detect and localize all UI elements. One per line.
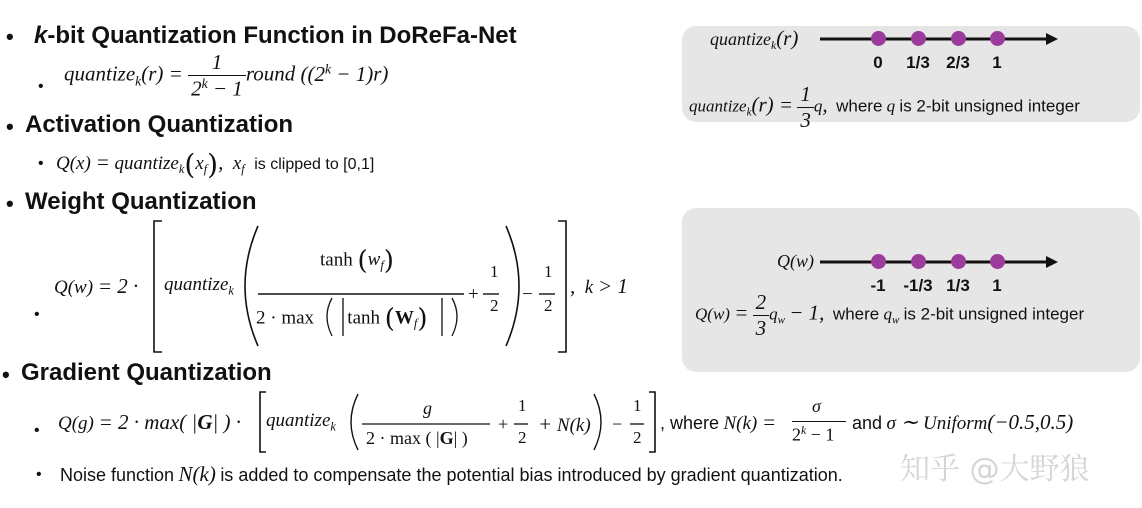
heading-kbit-text: -bit Quantization Function in DoReFa-Net	[47, 22, 517, 49]
level-dot	[911, 254, 926, 269]
panel-bottom-number-line	[820, 254, 1060, 270]
equation-weight-condition: , k > 1	[570, 274, 628, 298]
heading-activation-quantization: Activation Quantization	[25, 111, 294, 138]
panel-bottom-formula: Q(w) = $\frac{2}{3}$ $q_w - 1$, where $q_w$ is 2-bit unsigned integer	[695, 290, 1085, 340]
watermark-text: 知乎 @大野狼	[900, 452, 1090, 487]
heading-k-variable: k	[34, 22, 48, 49]
level-tick-label: 1	[992, 53, 1002, 72]
equation-gradient-denominator: 2 · max ( |G| )	[366, 428, 468, 448]
noise-function-note: Noise function N(k) is added to compensate the potential bias introduced by gradient quantization.	[60, 462, 843, 486]
equation-gradient-sigma: σ	[812, 396, 821, 416]
panel-top-number-line	[820, 31, 1060, 47]
bullet-marker: •	[36, 466, 42, 483]
noise-text-before: Noise function	[60, 465, 175, 485]
level-dot	[871, 31, 886, 46]
gradient-where-text: , where	[660, 413, 720, 433]
equation-weight-half2-den: 2	[544, 296, 553, 315]
bullet-marker: •	[34, 422, 40, 439]
level-dot	[871, 254, 886, 269]
heading-weight-quantization: Weight Quantization	[25, 188, 257, 215]
equation-gradient-half-den: 2	[518, 428, 527, 447]
bullet-marker: •	[6, 114, 14, 139]
equation-gradient-sigma-den: $2^k - 1$	[792, 424, 835, 445]
level-dot	[951, 31, 966, 46]
level-tick-label: 1/3	[946, 276, 970, 295]
bullet-marker: •	[2, 362, 10, 387]
noise-text-after: is added to compensate the potential bias introduced by gradient quantization.	[220, 465, 843, 485]
panel-top-formula: quantize$_k$(r) = $\frac{1}{3}$ q, where q is 2-bit unsigned integer	[689, 82, 1080, 132]
equation-weight-numerator: $\tanh (w_f)$	[320, 246, 394, 276]
equation-gradient-minus: −	[612, 414, 623, 434]
equation-weight-half-den: 2	[490, 296, 499, 315]
equation-weight-quantize: quantize$_k$	[164, 274, 234, 298]
panel-weight-levels	[682, 208, 1140, 372]
equation-weight-lhs: Q(w) = 2 ·	[54, 274, 139, 298]
equation-weight-half-num: 1	[490, 262, 499, 281]
panel-top-description: is 2-bit unsigned integer	[899, 96, 1080, 116]
bullet-marker: •	[38, 78, 44, 95]
equation-gradient-uniform: and σ ∼ Uniform(−0.5,0.5)	[852, 410, 1074, 434]
level-tick-label: 0	[873, 53, 883, 72]
equation-gradient-lhs: Q(g) = 2 · max( |G| ) ·	[58, 410, 242, 434]
panel-top-where: where	[836, 96, 883, 116]
level-tick-label: -1	[870, 276, 886, 295]
equation-gradient-quantize: quantize$_k$	[266, 410, 336, 434]
bullet-marker: •	[6, 24, 14, 49]
level-tick-label: 2/3	[946, 53, 970, 72]
bullet-marker: •	[34, 306, 40, 323]
activation-clip-text: is clipped to [0,1]	[254, 155, 375, 173]
panel-bottom-where: where	[832, 304, 880, 324]
equation-quantize-definition: quantize$_k$(r) = $\frac{1}{2^k - 1}$ round $((2^k - 1)r)$	[64, 50, 389, 101]
panel-bottom-description: is 2-bit unsigned integer	[903, 304, 1085, 324]
panel-activation-levels	[682, 26, 1140, 132]
level-dot	[990, 31, 1005, 46]
heading-gradient-quantization: Gradient Quantization	[21, 359, 272, 386]
equation-weight-plus: +	[468, 284, 479, 305]
level-tick-label: 1	[992, 276, 1002, 295]
equation-gradient-half-num: 1	[518, 396, 527, 415]
equation-weight-half2-num: 1	[544, 262, 553, 281]
equation-weight-denominator: 2 · max $\tanh (W_f)$	[256, 304, 428, 334]
bullet-marker: •	[6, 191, 14, 216]
equation-gradient-noise: + N(k)	[538, 412, 591, 436]
equation-gradient-half2-den: 2	[633, 428, 642, 447]
equation-gradient-fraction-bar	[792, 421, 846, 422]
equation-activation: $Q(x) = quantize_k(x_f)$, $x_f$ is clipped to [0,1]	[56, 148, 375, 181]
panel-bottom-axis-label: Q(w)	[777, 251, 814, 271]
equation-gradient-where: , where N(k) =	[660, 410, 777, 434]
level-tick-label: 1/3	[906, 53, 930, 72]
gradient-and-text: and	[852, 413, 883, 433]
level-dot	[990, 254, 1005, 269]
equation-gradient-numerator: g	[423, 398, 432, 418]
equation-gradient-plus: +	[498, 414, 509, 434]
level-dot	[951, 254, 966, 269]
level-tick-label: -1/3	[903, 276, 933, 295]
level-dot	[911, 31, 926, 46]
equation-gradient-half2-num: 1	[633, 396, 642, 415]
equation-weight-minus: −	[522, 284, 533, 305]
heading-kbit-quantization	[34, 22, 517, 50]
bullet-marker: •	[38, 155, 44, 172]
panel-top-axis-label: quantize$_k$(r)	[710, 26, 799, 53]
